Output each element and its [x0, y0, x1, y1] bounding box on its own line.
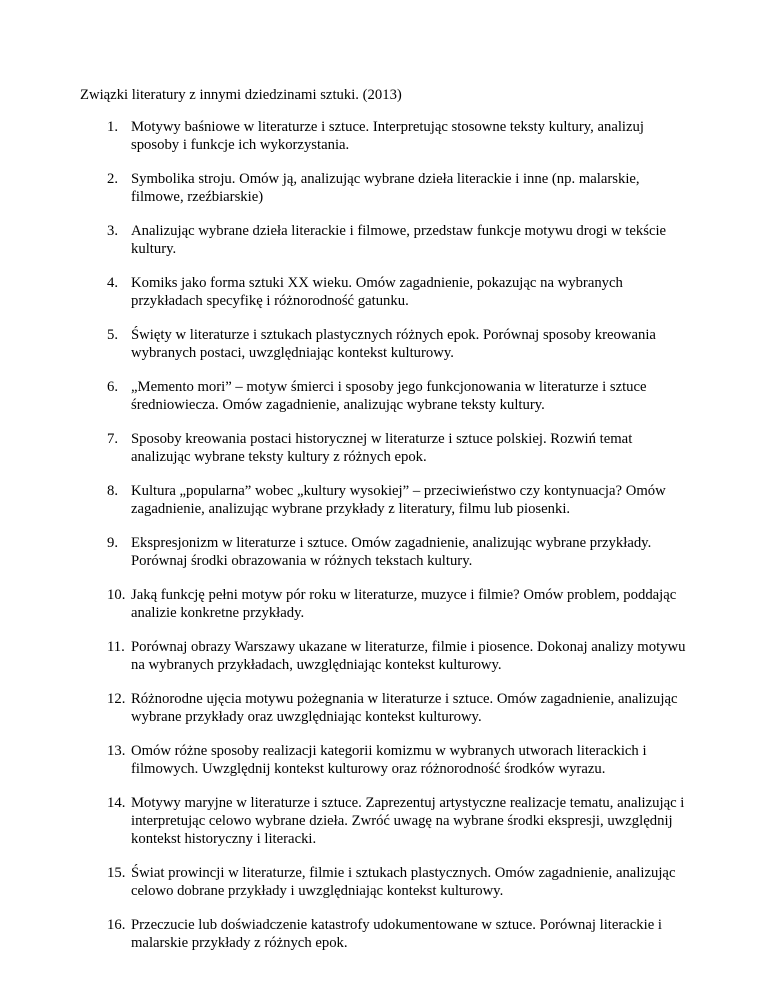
task-text: Motywy maryjne w literaturze i sztuce. Zaprezentuj artystyczne realizacje tematu, analizując i interpretując celowo wybrane dzieła. Zwróć uwagę na wybrane środki ekspresji, uwzględnij kontekst historyczny i literacki. [131, 795, 685, 847]
task-number: 7. [107, 431, 119, 447]
task-number: 3. [107, 223, 119, 239]
task-text: Komiks jako forma sztuki XX wieku. Omów zagadnienie, pokazując na wybranych przykładach specyfikę i różnorodność gatunku. [131, 275, 623, 309]
task-text: Przeczucie lub doświadczenie katastrofy udokumentowane w sztuce. Porównaj literackie i malarskie przykłady z różnych epok. [131, 917, 663, 951]
task-item [0, 916, 768, 952]
task-item [0, 534, 768, 570]
task-number: 6. [107, 379, 119, 395]
task-item [0, 430, 768, 466]
task-text: Kultura „popularna” wobec „kultury wysokiej” – przeciwieństwo czy kontynuacja? Omów zagadnienie, analizując wybrane przykłady z literatury, filmu lub piosenki. [131, 483, 666, 517]
task-item [0, 274, 768, 310]
task-number: 10. [107, 587, 126, 603]
task-number: 16. [107, 917, 126, 933]
task-text: Analizując wybrane dzieła literackie i filmowe, przedstaw funkcje motywu drogi w tekście kultury. [131, 223, 667, 257]
task-item [0, 482, 768, 518]
task-item [0, 378, 768, 414]
task-number: 13. [107, 743, 126, 759]
task-text: Porównaj obrazy Warszawy ukazane w literaturze, filmie i piosence. Dokonaj analizy motywu na wybranych przykładach, uwzględniając kontekst kulturowy. [131, 639, 686, 673]
task-item [0, 794, 768, 848]
task-text: Ekspresjonizm w literaturze i sztuce. Omów zagadnienie, analizując wybrane przykłady. Porównaj środki obrazowania w różnych tekstach kultury. [131, 535, 652, 569]
task-number: 2. [107, 171, 119, 187]
task-item [0, 326, 768, 362]
task-item [0, 586, 768, 622]
task-item [0, 638, 768, 674]
task-number: 15. [107, 865, 126, 881]
task-number: 1. [107, 119, 119, 135]
task-text: Świat prowincji w literaturze, filmie i sztukach plastycznych. Omów zagadnienie, analizując celowo dobrane przykłady i uwzględniając kontekst kulturowy. [131, 865, 676, 899]
task-text: Jaką funkcję pełni motyw pór roku w literaturze, muzyce i filmie? Omów problem, poddając analizie konkretne przykłady. [131, 587, 677, 621]
task-item [0, 864, 768, 900]
task-text: Motywy baśniowe w literaturze i sztuce. Interpretując stosowne teksty kultury, analizuj sposoby i funkcje ich wykorzystania. [131, 119, 644, 153]
task-text: „Memento mori” – motyw śmierci i sposoby jego funkcjonowania w literaturze i sztuce średniowiecza. Omów zagadnienie, analizując wybrane teksty kultury. [131, 379, 647, 413]
task-number: 9. [107, 535, 119, 551]
task-number: 8. [107, 483, 119, 499]
task-number: 12. [107, 691, 126, 707]
task-number: 4. [107, 275, 119, 291]
task-text: Święty w literaturze i sztukach plastycznych różnych epok. Porównaj sposoby kreowania wybranych postaci, uwzględniając kontekst kulturowy. [131, 327, 656, 361]
document-title: Związki literatury z innymi dziedzinami sztuki. (2013) [80, 87, 402, 103]
task-number: 11. [107, 639, 125, 655]
task-item [0, 742, 768, 778]
task-text: Różnorodne ujęcia motywu pożegnania w literaturze i sztuce. Omów zagadnienie, analizując wybrane przykłady oraz uwzględniając kontekst kulturowy. [131, 691, 678, 725]
task-text: Sposoby kreowania postaci historycznej w literaturze i sztuce polskiej. Rozwiń temat analizując wybrane teksty kultury z różnych epok. [131, 431, 633, 465]
task-text: Symbolika stroju. Omów ją, analizując wybrane dzieła literackie i inne (np. malarskie, filmowe, rzeźbiarskie) [131, 171, 640, 205]
task-item [0, 170, 768, 206]
task-item [0, 222, 768, 258]
task-number: 5. [107, 327, 119, 343]
task-item [0, 118, 768, 154]
task-number: 14. [107, 795, 126, 811]
task-text: Omów różne sposoby realizacji kategorii komizmu w wybranych utworach literackich i filmowych. Uwzględnij kontekst kulturowy oraz różnorodność środków wyrazu. [131, 743, 647, 777]
task-list [0, 118, 768, 968]
task-item [0, 690, 768, 726]
